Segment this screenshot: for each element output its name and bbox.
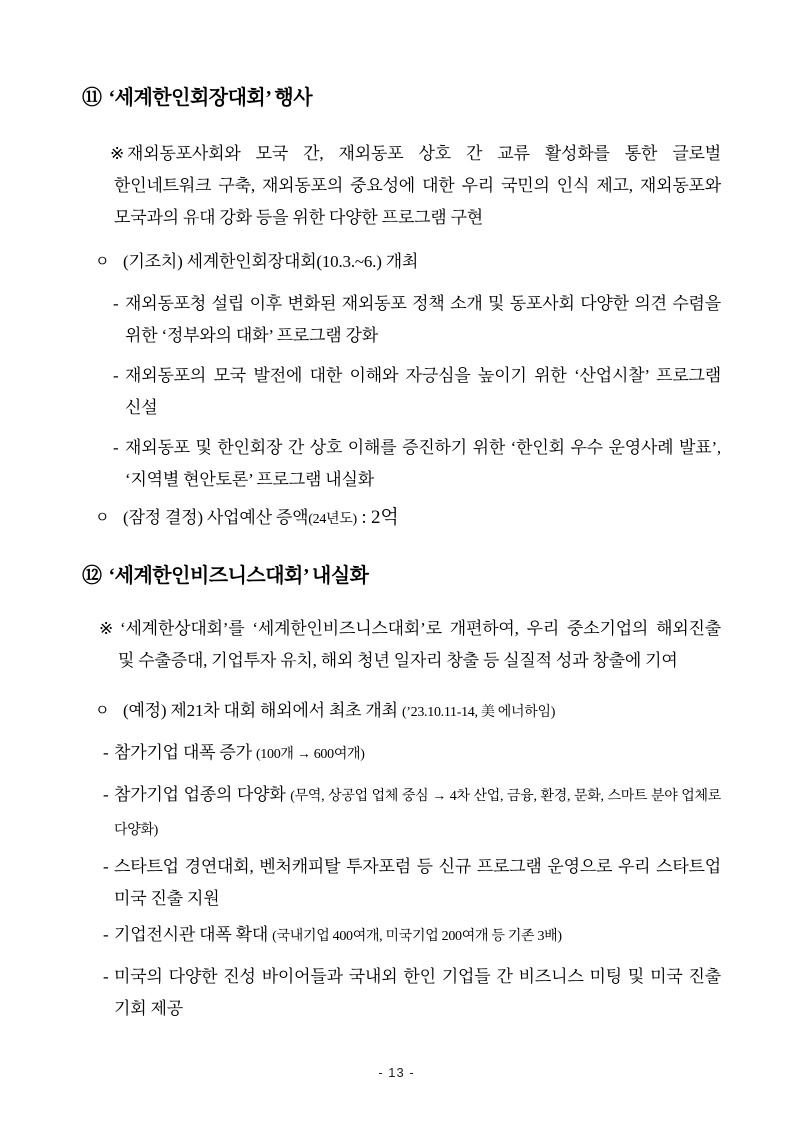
sub-list-item: [82, 919, 721, 953]
list-item-text: (잠정 결정) 사업예산 증액: [123, 508, 309, 527]
circle-bullet-icon: ㅇ: [95, 254, 110, 270]
reference-mark-icon: ※: [99, 619, 114, 638]
circle-bullet-icon: ㅇ: [95, 510, 110, 526]
section-title-text: ‘세계한인회장대회’ 행사: [108, 87, 313, 109]
sub-item-text: 스타트업 경연대회, 벤처캐피탈 투자포럼 등 신규 프로그램 운영으로 우리 스타트업 미국 진출 지원: [114, 857, 721, 908]
list-item-amount-text: : 2억: [356, 507, 399, 528]
circle-bullet-icon: ㅇ: [95, 703, 110, 719]
section-11-note: [82, 138, 721, 234]
sub-list-item: [82, 288, 721, 352]
dash-bullet-icon: -: [113, 294, 119, 313]
section-number-badge: ⑫: [82, 565, 102, 587]
dash-bullet-icon: -: [113, 366, 119, 385]
dash-bullet-icon: -: [103, 743, 109, 762]
sub-item-small-text: (100개 → 600여개): [255, 747, 365, 762]
sub-list-item: [82, 360, 721, 424]
section-12-title: [82, 561, 721, 591]
sub-item-text: 재외동포청 설립 이후 변화된 재외동포 정책 소개 및 동포사회 다양한 의견 수렴을 위한 ‘정부와의 대화’ 프로그램 강화: [125, 294, 721, 345]
section-11-title: [82, 83, 721, 113]
list-item: [82, 502, 721, 536]
note-text: 재외동포사회와 모국 간, 재외동포 상호 간 교류 활성화를 통한 글로벌 한인네트워크 구축, 재외동포의 중요성에 대한 우리 국민의 인식 제고, 재외동포와 모국과의 유대 강화 등을 위한 다양한 프로그램 구현: [114, 144, 721, 227]
sub-item-text: 재외동포의 모국 발전에 대한 이해와 자긍심을 높이기 위한 ‘산업시찰’ 프로그램 신설: [125, 366, 721, 417]
sub-item-small-text: (국내기업 400여개, 미국기업 200여개 등 기존 3배): [272, 929, 562, 944]
page-number: - 13 -: [378, 1065, 415, 1080]
sub-item-text: 재외동포 및 한인회장 간 상호 이해를 증진하기 위한 ‘한인회 우수 운영사례 발표’, ‘지역별 현안토론’ 프로그램 내실화: [125, 438, 721, 489]
dash-bullet-icon: -: [113, 438, 119, 457]
dash-bullet-icon: -: [103, 785, 109, 804]
sub-list-item: [82, 432, 721, 496]
list-item: [82, 695, 721, 729]
sub-item-text: 기업전시관 대폭 확대: [114, 925, 273, 944]
dash-bullet-icon: -: [103, 967, 109, 986]
section-title-text: ‘세계한인비즈니스대회’ 내실화: [108, 565, 369, 587]
list-item-small-text: (’23.10.11-14, 美 에너하임): [401, 705, 556, 720]
note-text: ‘세계한상대회’를 ‘세계한인비즈니스대회’로 개편하여, 우리 중소기업의 해외진출 및 수출증대, 기업투자 유치, 해외 청년 일자리 창출 등 실질적 성과 창출에 기여: [118, 619, 721, 670]
sub-item-text: 미국의 다양한 진성 바이어들과 국내외 한인 기업들 간 비즈니스 미팅 및 미국 진출 기회 제공: [114, 967, 721, 1018]
list-item: [82, 246, 721, 278]
sub-item-text: 참가기업 대폭 증가: [114, 743, 256, 762]
sub-list-item: [82, 737, 721, 771]
sub-list-item: [82, 851, 721, 915]
section-12-note: [82, 613, 721, 677]
list-item-text: (예정) 제21차 대회 해외에서 최초 개최: [123, 701, 402, 720]
list-item-small-text: (24년도): [308, 512, 357, 527]
list-item-text: (기조치) 세계한인회장대회(10.3.~6.) 개최: [123, 252, 419, 271]
sub-item-small-text: (무역, 상공업 업체 중심 → 4차 산업, 금융, 환경, 문화, 스마트 분야 업체로 다양화): [114, 789, 721, 838]
section-number-badge: ⑪: [82, 87, 102, 109]
reference-mark-icon: ※: [110, 144, 125, 163]
sub-item-text: 참가기업 업종의 다양화: [114, 785, 291, 804]
sub-list-item: [82, 779, 721, 847]
sub-list-item: [82, 961, 721, 1025]
dash-bullet-icon: -: [103, 925, 109, 944]
dash-bullet-icon: -: [103, 857, 109, 876]
